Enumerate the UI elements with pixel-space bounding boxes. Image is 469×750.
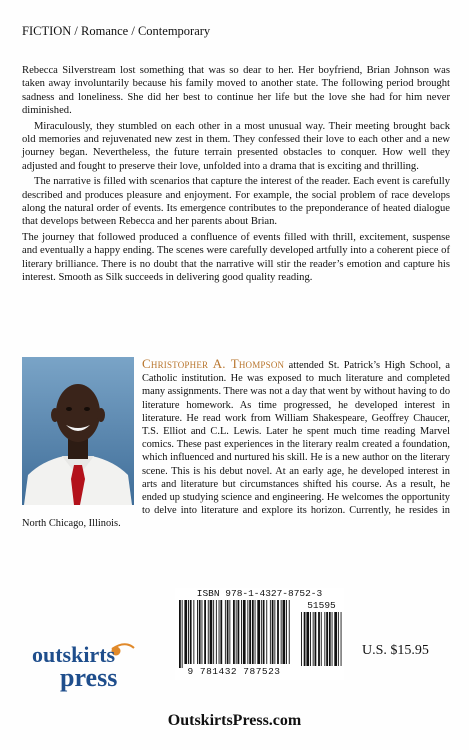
book-category: FICTION / Romance / Contemporary <box>22 24 211 38</box>
price: U.S. $15.95 <box>362 643 429 658</box>
isbn-label: ISBN 978-1-4327-8752-3 <box>196 588 323 599</box>
isbn-barcode <box>175 588 344 680</box>
barcode-addon-code: 51595 <box>307 600 336 611</box>
publisher-logo <box>30 636 150 696</box>
publisher-website: OutskirtsPress.com <box>167 712 302 729</box>
blurb-paragraph-2: Miraculously, they stumbled on each other in a most unusual way. Their meeting brought back old memories and rejuvenated new zest in them. They confessed their love to each other and a new journey began. Nevertheless, the future terrain presented obstacles to conquer. How well they adjusted and fought to preserve their love, unfolded into a drama that is exciting and thrilling. <box>22 120 450 172</box>
back-cover-blurb <box>22 64 450 287</box>
logo-word-outskirts: outskirts <box>32 642 116 667</box>
author-bio-text: attended St. Patrick’s High School, a Catholic institution. He was exposed to much literature and completed many assignments. There was not a day that went by without having to do literature homework. As time progressed, he developed interest in literature. He read work from William Shakespeare, Geoffrey Chaucer, T.S. Elliot and C.L. Lewis. Later he spent much time reading Marvel comics. These past experiences in the literary realm created a foundation, which influenced and nurtured his skill. He is a new author on the literary scene. This is his debut novel. At an early age, he developed interest in arts and literature but circumstances shifted his course. As a result, he ended up studying science and engineering. He welcomes the opportunity to delve into literature and explore its horizon. Currently, he resides in North Chicago, Illinois. <box>22 360 451 530</box>
logo-word-press: press <box>60 663 118 692</box>
barcode-digits: 9 781432 787523 <box>187 666 281 677</box>
blurb-paragraph-1: Rebecca Silverstream lost something that was so dear to her. Her boyfriend, Brian Johnson was taken away involuntarily because his family moved to another state. The following period brought sadness and loneliness. She did her best to continue her life but the love she had for him never diminished. <box>22 65 450 117</box>
author-name: Christopher A. Thompson <box>142 356 285 371</box>
blurb-paragraph-4: The journey that followed produced a confluence of events filled with thrill, excitement, suspense and eventually a happy ending. The scenes were carefully developed artfully into a coherent piece of literary brilliance. There is no doubt that the narrative will stir the reader’s emotion and capture his interest. Smooth as Silk succeeds in delivering good quality reading. <box>22 231 450 284</box>
blurb-paragraph-3: The narrative is filled with scenarios that capture the interest of the reader. Each event is carefully described and produces pleasure and enjoyment. For example, the social problem of race develops along the natural order of events. Its emergence contributes to the preponderance of heated dialogue that develops between Rebecca and her parents about Brian. <box>22 176 450 228</box>
author-bio <box>22 357 450 531</box>
